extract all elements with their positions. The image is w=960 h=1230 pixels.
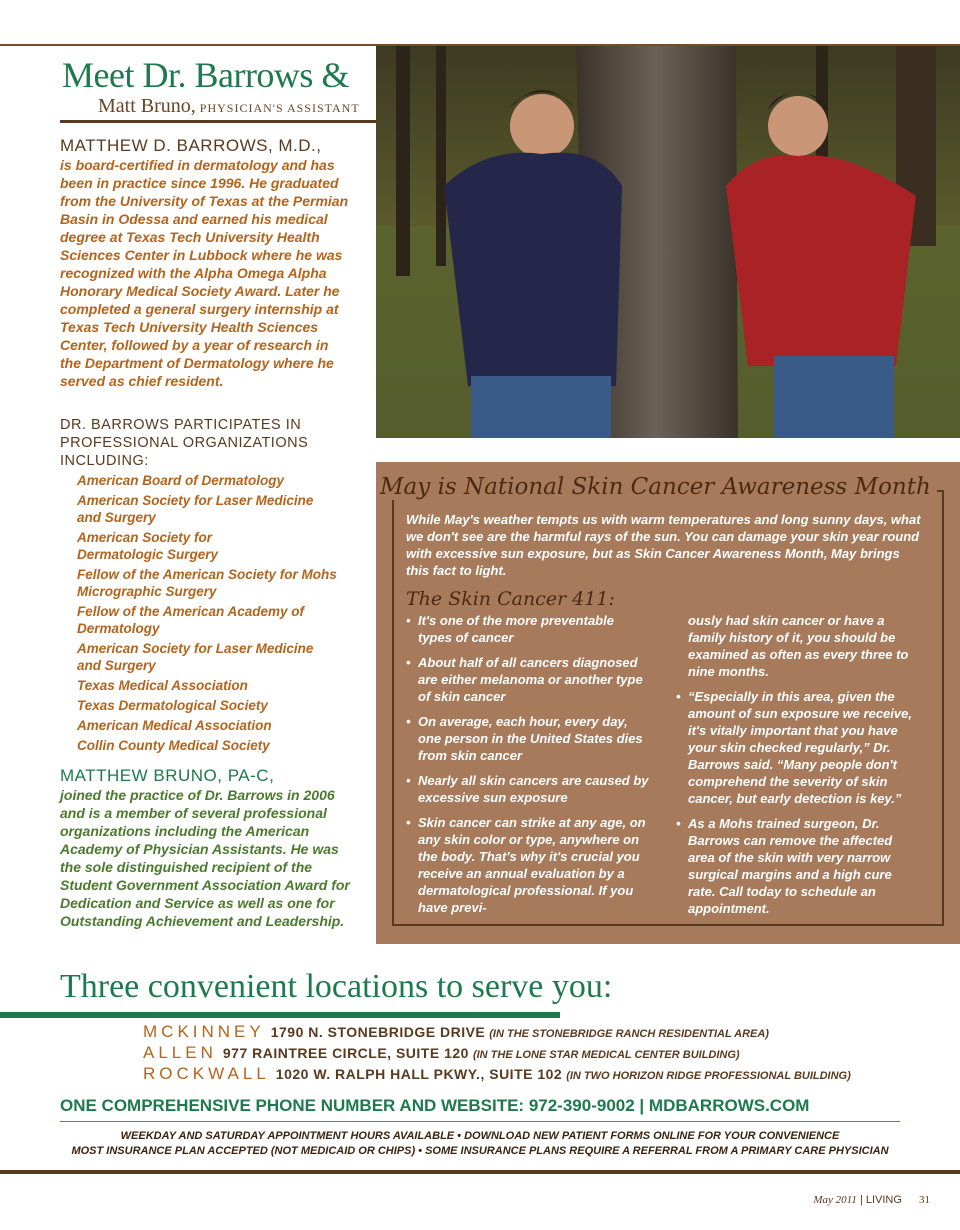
location-row <box>143 1043 740 1063</box>
org-item: Texas Dermatological Society <box>77 698 268 713</box>
location-city: ROCKWALL <box>143 1064 270 1083</box>
page-folio <box>813 1194 930 1206</box>
org-item: American Board of Dermatology <box>77 473 285 488</box>
contact-separator: | <box>639 1096 645 1115</box>
locations-title: Three convenient locations to serve you: <box>60 968 613 1005</box>
orgs-heading <box>60 416 308 470</box>
bullets-col-1 <box>406 612 650 924</box>
orgs-heading-line: DR. BARROWS PARTICIPATES IN <box>60 417 302 433</box>
orgs-heading-line: INCLUDING: <box>60 453 149 469</box>
awareness-subtitle: The Skin Cancer 411: <box>406 588 615 610</box>
location-note: (IN TWO HORIZON RIDGE PROFESSIONAL BUILDING) <box>566 1070 851 1082</box>
subtitle-name: Matt Bruno, <box>98 95 196 117</box>
awareness-intro: While May's weather tempts us with warm temperatures and long sunny days, what we don't see are the harmful rays of the sun. You can damage your skin year round with excessive sun exposure, but as Skin Cancer Awareness Month, May brings this fact to light. <box>406 512 921 578</box>
bullet-item: • “Especially in this area, given the amount of sun exposure we receive, it's vitally important that you have your skin checked regularly,” Dr. Barrows said. “Many people don't comprehend the severity of skin cancer, but early detection is key.” <box>676 688 920 807</box>
org-item: Collin County Medical Society <box>77 738 270 753</box>
location-address: 1790 N. STONEBRIDGE DRIVE <box>270 1024 486 1040</box>
page-title: Meet Dr. Barrows & <box>62 55 349 95</box>
bruno-heading: MATTHEW BRUNO, PA-C, <box>60 766 275 785</box>
doctors-photo <box>376 46 960 438</box>
bruno-bio: joined the practice of Dr. Barrows in 2006 and is a member of several professional organizations including the American Academy of Physician Assistants. He was the sole distinguished recipient of the Student Government Association Award for Dedication and Service as well as one for Outstanding Achievement and Leadership. <box>60 787 350 929</box>
org-list <box>77 472 367 757</box>
folio-page-number: 31 <box>919 1194 930 1206</box>
orgs-heading-line: PROFESSIONAL ORGANIZATIONS <box>60 435 309 451</box>
org-item: Fellow of the American Society for Mohs Micrographic Surgery <box>77 567 337 599</box>
page-subtitle <box>98 95 360 118</box>
location-row <box>143 1064 851 1084</box>
subtitle-role: PHYSICIAN'S ASSISTANT <box>199 101 360 115</box>
location-row <box>143 1022 769 1042</box>
folio-separator: | <box>859 1194 863 1206</box>
location-note: (IN THE LONE STAR MEDICAL CENTER BUILDING) <box>472 1049 740 1061</box>
location-address: 977 RAINTREE CIRCLE, SUITE 120 <box>222 1045 469 1061</box>
bullet-item: • As a Mohs trained surgeon, Dr. Barrows can remove the affected area of the skin with very narrow surgical margins and a high cure rate. Call today to schedule an appointment. <box>676 815 920 917</box>
org-item: American Society for Laser Medicine and Surgery <box>77 641 314 673</box>
contact-rule <box>60 1121 900 1122</box>
barrows-heading: MATTHEW D. BARROWS, M.D., <box>60 136 322 155</box>
bullet-item: • On average, each hour, every day, one person in the United States dies from skin cancer <box>406 713 650 764</box>
footnote-line: WEEKDAY AND SATURDAY APPOINTMENT HOURS AVAILABLE • DOWNLOAD NEW PATIENT FORMS ONLINE FOR YOUR CONVENIENCE <box>120 1130 840 1142</box>
title-rule <box>60 120 376 123</box>
bullet-item: • Skin cancer can strike at any age, on any skin color or type, anywhere on the body. That's why it's crucial you receive an annual evaluation by a dermatological professional. If you have previ- <box>406 814 650 916</box>
contact-line <box>60 1096 809 1116</box>
folio-date: May 2011 <box>813 1194 857 1206</box>
bullet-item: • Nearly all skin cancers are caused by excessive sun exposure <box>406 772 650 806</box>
bullets-col-2 <box>676 612 920 925</box>
bullet-item: • It's one of the more preventable types of cancer <box>406 612 650 646</box>
org-item: American Society for Laser Medicine and Surgery <box>77 493 314 525</box>
phone-number[interactable]: 972-390-9002 <box>528 1096 635 1115</box>
contact-label: ONE COMPREHENSIVE PHONE NUMBER AND WEBSITE: <box>60 1096 525 1115</box>
folio-section: LIVING <box>865 1194 902 1206</box>
org-item: Fellow of the American Academy of Dermatology <box>77 604 305 636</box>
website-link[interactable]: MDBARROWS.COM <box>648 1096 810 1115</box>
location-note: (IN THE STONEBRIDGE RANCH RESIDENTIAL AREA) <box>489 1028 769 1040</box>
awareness-title: May is National Skin Cancer Awareness Month <box>380 474 937 500</box>
location-city: MCKINNEY <box>143 1022 265 1041</box>
org-item: American Society for Dermatologic Surgery <box>77 530 219 562</box>
bullet-item: • About half of all cancers diagnosed are either melanoma or another type of skin cancer <box>406 654 650 705</box>
bottom-rule <box>0 1170 960 1174</box>
org-item: American Medical Association <box>77 718 272 733</box>
locations-rule <box>0 1012 560 1018</box>
footnote-line: MOST INSURANCE PLAN ACCEPTED (NOT MEDICAID OR CHIPS) • SOME INSURANCE PLANS REQUIRE A REFERRAL FROM A PRIMARY CARE PHYSICIAN <box>71 1145 889 1157</box>
org-item: Texas Medical Association <box>77 678 248 693</box>
bullet-continuation: ously had skin cancer or have a family history of it, you should be examined as often as every three to nine months. <box>688 613 909 679</box>
location-city: ALLEN <box>143 1043 217 1062</box>
barrows-bio: is board-certified in dermatology and has been in practice since 1996. He graduated from the University of Texas at the Permian Basin in Odessa and earned his medical degree at Texas Tech University Health Sciences Center in Lubbock where he was recognized with the Alpha Omega Alpha Honorary Medical Society Award. Later he completed a general surgery internship at Texas Tech University Health Sciences Center, followed by a year of research in the Department of Dermatology where he served as chief resident. <box>60 157 349 389</box>
location-address: 1020 W. RALPH HALL PKWY., SUITE 102 <box>275 1066 563 1082</box>
